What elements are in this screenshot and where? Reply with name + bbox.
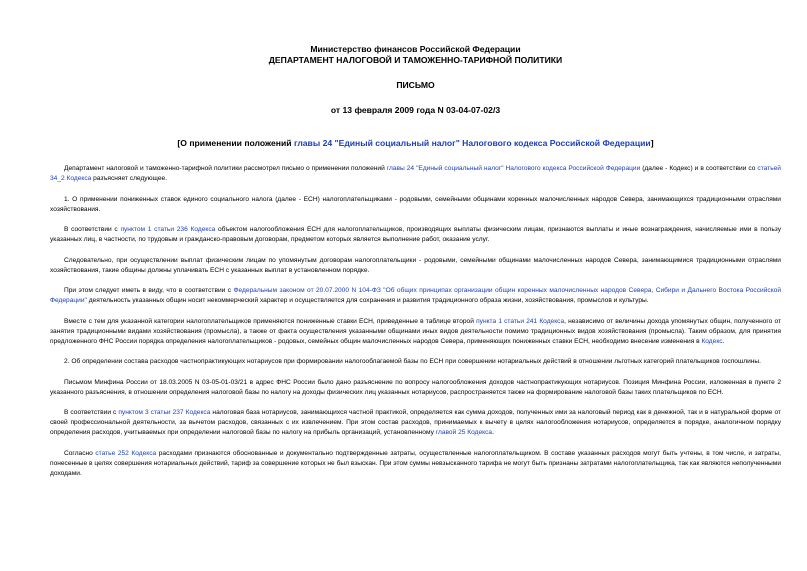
link-chapter-24[interactable]: главы 24 "Единый социальный налог" Налогового кодекса Российской Федерации xyxy=(386,165,641,172)
document-body xyxy=(50,164,781,479)
paragraph-text: объектом налогообложения ЕСН для налогоплательщиков, производящих выплаты физическим лицам, признаются выплаты и иные вознаграждения, начисляемые ими в пользу указанных лиц, в частности, по трудовым и гражданско-правовым договорам, предметом которых является выполнение работ, оказание услуг. xyxy=(50,226,782,243)
paragraph-4: Следовательно, при осуществлении выплат физическим лицам по упомянутым договорам налогоплательщики - родовыми, семейными общинами малочисленных народов Севера, занимающимися традиционными отраслями хозяйствования, такие общины должны уплачивать ЕСН с указанных выплат в установленном порядке. xyxy=(50,256,781,274)
paragraph-text: Согласно xyxy=(64,449,96,457)
paragraph-9 xyxy=(50,408,781,438)
link-article-252[interactable]: статье 252 Кодекса xyxy=(95,449,157,457)
department-name: ДЕПАРТАМЕНТ НАЛОГОВОЙ И ТАМОЖЕННО-ТАРИФНОЙ ПОЛИТИКИ xyxy=(268,55,563,65)
title-close: ] xyxy=(650,138,654,148)
paragraph-text: Вместе с тем для указанной категории налогоплательщиков применяются пониженные ставки ЕСН, приведенные в таблице второй xyxy=(64,317,477,325)
link-article-236[interactable]: пунктом 1 статьи 236 Кодекса xyxy=(120,226,216,233)
paragraph-1 xyxy=(50,164,781,184)
link-chapter-25[interactable]: главой 25 Кодекса xyxy=(435,429,493,436)
paragraph-5 xyxy=(50,286,781,306)
link-article-237[interactable]: пунктом 3 статьи 237 Кодекса xyxy=(118,409,211,416)
document-header xyxy=(50,44,781,116)
ministry-name: Министерство финансов Российской Федерации xyxy=(310,44,521,54)
paragraph-text: В соответствии с xyxy=(64,409,119,416)
link-code[interactable]: Кодекс xyxy=(701,337,723,345)
link-article-241[interactable]: пункта 1 статьи 241 Кодекса xyxy=(476,317,565,325)
paragraph-10 xyxy=(50,449,781,479)
paragraph-text: Департамент налоговой и таможенно-тарифной политики рассмотрел письмо о применении положений xyxy=(64,165,387,172)
link-article-34-2[interactable]: статьей 34_2 Кодекса xyxy=(50,165,781,182)
paragraph-text: В соответствии с xyxy=(64,226,121,233)
paragraph-3 xyxy=(50,225,781,245)
document-date-number: от 13 февраля 2009 года N 03-04-07-02/3 xyxy=(330,105,501,115)
paragraph-text: . xyxy=(492,429,494,436)
document-title xyxy=(50,138,781,148)
paragraph-text: . xyxy=(722,337,725,345)
paragraph-text: налоговая база нотариусов, занимающихся частной практикой, определяется как сумма доходов, полученных ими за налоговый период как в денежной, так и в натуральной форме от своей профессиональной деятельности, за вычетом расходов, связанных с их извлечением. При этом состав расходов, принимаемых к вычету в целях налогообложения нотариусов, определяется в порядке, аналогичном порядку определения расходов, учитываемых при определении налоговой базы по налогу на прибыль организаций, установленному xyxy=(50,409,781,436)
paragraph-text: При этом следует иметь в виду, что в соответствии с xyxy=(64,287,234,294)
paragraph-text: деятельность указанных общин носит некоммерческий характер и осуществляется для сохранения и развития традиционного образа жизни, хозяйствования, промыслов и культуры. xyxy=(86,297,649,304)
document-type: ПИСЬМО xyxy=(396,80,435,90)
paragraph-text: , независимо от величины дохода упомянутых общин, полученного от занятия традиционными видами хозяйствования (промысла), а также от факта осуществления указанными общинами иных видов деятельности помимо традиционных видов хозяйствования (промысла). Таким образом, для принятия предложенного ФНС России порядка определения налогоплательщиков - родовых, семейных общин малочисленных народов Севера, применяющих пониженных ставки ЕСН, необходимо внесение изменения в xyxy=(50,317,782,345)
paragraph-text: расходами признаются обоснованные и документально подтвержденные затраты, осуществленные налогоплательщиком. В составе указанных расходов могут быть учтены, в том числе, и затраты, понесенные в целях совершения нотариальных действий, тариф за совершение которых не был взыскан. При этом суммы невзысканного тарифа не могут быть признаны затратами налогоплательщика, так как являются неполученными доходами. xyxy=(50,449,781,477)
paragraph-text: (далее - Кодекс) и в соответствии со xyxy=(640,165,758,172)
paragraph-6 xyxy=(50,317,781,347)
title-open: [О применении положений xyxy=(177,138,294,148)
paragraph-8: Письмом Минфина России от 18.03.2005 N 03-05-01-03/21 в адрес ФНС России было дано разъяснение по вопросу налогообложения доходов частнопрактикующих нотариусов. Позиция Минфина России, изложенная в пункте 2 указанного разъяснения, в отношении определения налоговой базы по налогу на доходы физических лиц указанных нотариусов, распространяется также на формирование налоговой базы таких плательщиков по ЕСН. xyxy=(50,378,781,396)
paragraph-2: 1. О применении пониженных ставок единого социального налога (далее - ЕСН) налогоплательщиками - родовыми, семейными общинами коренных малочисленных народов Севера, занимающихся традиционными отраслями хозяйствования. xyxy=(50,195,781,213)
title-link-chapter-24[interactable]: главы 24 "Единый социальный налог" Налогового кодекса Российской Федерации xyxy=(293,138,651,148)
link-federal-law-104[interactable]: Федеральным законом от 20.07.2000 N 104-ФЗ "Об общих принципах организации общин коренных малочисленных народов Севера, Сибири и Дальнего Востока Российской Федерации" xyxy=(50,287,781,304)
paragraph-7: 2. Об определении состава расходов частнопрактикующих нотариусов при формировании налогооблагаемой базы по ЕСН при совершении нотариальных действий в отношении льготных категорий плательщиков госпошлины. xyxy=(64,358,761,365)
paragraph-text: разъясняет следующее. xyxy=(91,175,168,182)
